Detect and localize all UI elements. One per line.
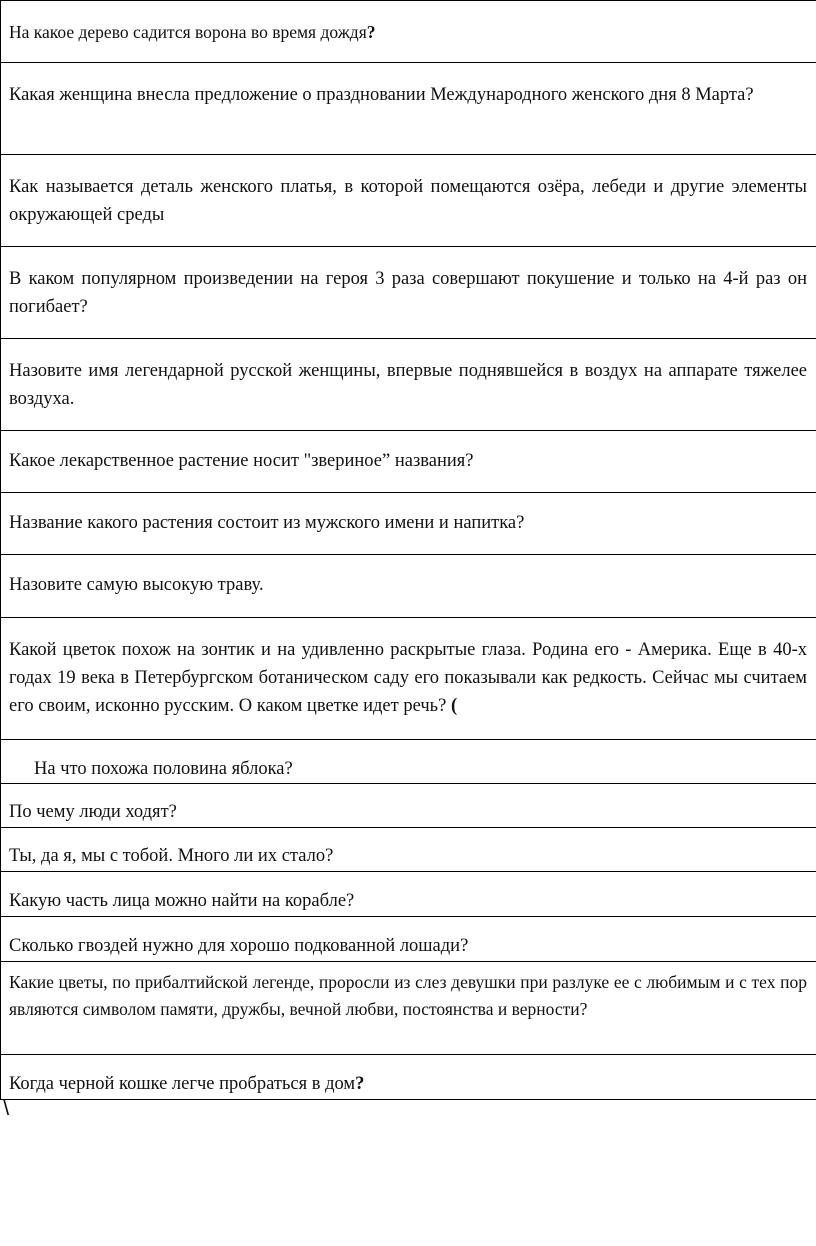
question-row-15 <box>1 962 816 1055</box>
question-text-5: Назовите имя легендарной русской женщины, впервые поднявшейся в воздух на аппарате тяжелее воздуха. <box>9 361 807 409</box>
question-row-11 <box>1 784 816 828</box>
question-row-9 <box>1 618 816 740</box>
question-text-16: Когда черной кошке легче пробраться в дом <box>9 1074 356 1094</box>
question-text-9: Какой цветок похож на зонтик и на удивленно раскрытые глаза. Родина его - Америка. Еще в 40-х годах 19 века в Петербургском ботаническом саду его показывали как редкость. Сейчас мы считаем его своим, исконно русским. О каком цветке идет речь? <box>9 640 807 716</box>
question-row-6 <box>1 431 816 493</box>
question-text-2: Какая женщина внесла предложение о праздновании Международного женского дня 8 Марта? <box>9 85 754 105</box>
question-end-9: ( <box>446 696 458 716</box>
question-text-3: Как называется деталь женского платья, в которой помещаются озёра, лебеди и другие элементы окружающей среды <box>9 177 807 225</box>
question-text-6: Какое лекарственное растение носит "звериное” названия? <box>9 451 474 471</box>
trailing-backslash: \ <box>3 1095 10 1120</box>
question-text-11: По чему люди ходят? <box>9 802 177 822</box>
question-row-8 <box>1 555 816 618</box>
question-text-12: Ты, да я, мы с тобой. Много ли их стало? <box>9 846 334 866</box>
question-end-1: ? <box>366 22 376 42</box>
question-text-4: В каком популярном произведении на героя 3 раза совершают покушение и только на 4-й раз он погибает? <box>9 269 807 317</box>
question-row-1 <box>1 1 816 63</box>
question-text-13: Какую часть лица можно найти на корабле? <box>9 891 355 911</box>
question-row-4 <box>1 247 816 339</box>
question-row-14 <box>1 917 816 962</box>
question-row-5 <box>1 339 816 431</box>
question-row-2 <box>1 63 816 155</box>
question-row-16 <box>1 1055 816 1100</box>
question-row-3 <box>1 155 816 247</box>
question-row-7 <box>1 493 816 555</box>
question-text-8: Назовите самую высокую траву. <box>9 575 264 595</box>
question-row-13 <box>1 872 816 917</box>
question-text-14: Сколько гвоздей нужно для хорошо подкованной лошади? <box>9 936 469 956</box>
question-text-10: На что похожа половина яблока? <box>34 759 293 779</box>
question-end-16: ? <box>355 1074 365 1094</box>
question-row-10 <box>1 740 816 784</box>
question-text-1: На какое дерево садится ворона во время дождя <box>9 22 367 42</box>
question-text-7: Название какого растения состоит из мужского имени и напитка? <box>9 513 525 533</box>
question-row-12 <box>1 828 816 872</box>
question-text-15: Какие цветы, по прибалтийской легенде, проросли из слез девушки при разлуке ее с любимым и с тех пор являются символом памяти, дружбы, вечной любви, постоянства и верности? <box>9 972 807 1019</box>
